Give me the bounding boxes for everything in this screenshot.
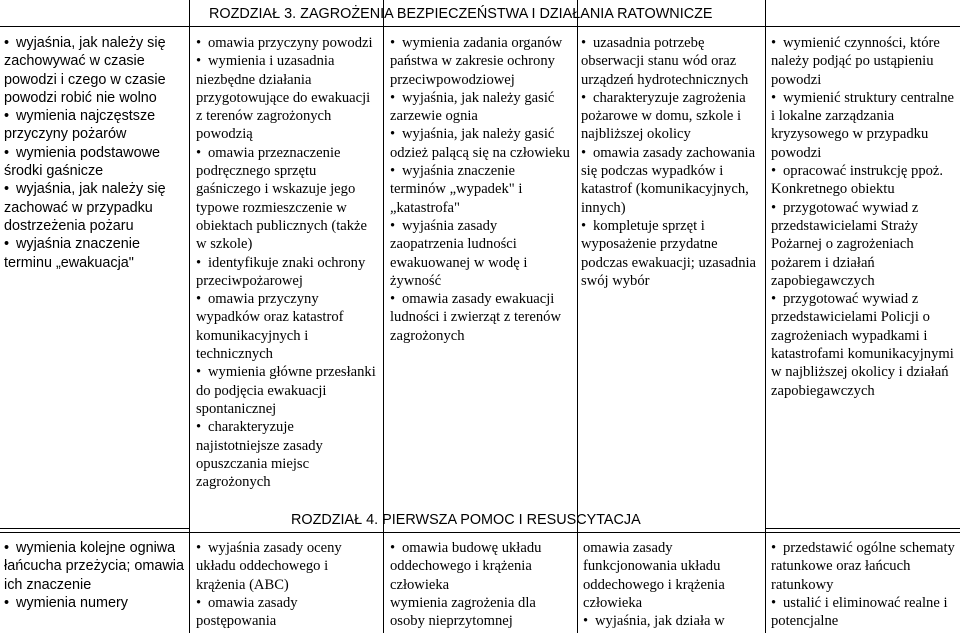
list-item: • omawia przyczyny powodzi — [196, 34, 380, 52]
list-item: omawia zasady funkcjonowania układu oddechowego i krążenia człowieka — [583, 540, 725, 611]
list-item: • omawia przeznaczenie podręcznego sprzętu gaśniczego i wskazuje jego typowe rozmieszczenie w obiektach publicznych (także w szkole) — [196, 144, 380, 254]
cell-expanding-requirements — [390, 34, 574, 345]
list-item: • uzasadnia potrzebę obserwacji stanu wód oraz urządzeń hydrotechnicznych — [581, 34, 763, 89]
list-item: • identyfikuje znaki ochrony przeciwpożarowej — [196, 254, 380, 291]
list-item: • przedstawić ogólne schematy ratunkowe oraz łańcuch ratunkowy — [771, 539, 957, 594]
list-item: wymienia zagrożenia dla osoby nieprzytomnej — [390, 594, 536, 630]
list-item: • opracować instrukcję ppoż. Konkretnego obiektu — [771, 162, 957, 199]
list-item: • omawia zasady postępowania — [196, 594, 380, 631]
cell-beyond-requirements — [771, 539, 957, 630]
column-divider — [383, 0, 384, 633]
list-item: • wyjaśnia znaczenie terminu „ewakuacja" — [4, 235, 184, 272]
list-item: • kompletuje sprzęt i wyposażenie przydatne podczas ewakuacji; uzasadnia swój wybór — [581, 217, 763, 290]
row-divider — [0, 26, 960, 27]
list-item: • wyjaśnia znaczenie terminów „wypadek" i „katastrofa" — [390, 162, 574, 217]
list-item: • omawia zasady zachowania się podczas wypadków i katastrof (komunikacyjnych, innych) — [581, 144, 763, 217]
column-divider — [765, 0, 766, 633]
cell-extended-requirements — [196, 34, 380, 491]
list-item: • wymienić czynności, które należy podjąć po ustąpieniu powodzi — [771, 34, 957, 89]
list-item: • przygotować wywiad z przedstawicielami Straży Pożarnej o zagrożeniach pożarem i działań zapobiegawczych — [771, 199, 957, 290]
list-item: • wymienia numery — [4, 594, 184, 612]
list-item: • wyjaśnia, jak działa w — [583, 612, 763, 630]
list-item: • omawia zasady ewakuacji ludności i zwierząt z terenów zagrożonych — [390, 290, 574, 345]
list-item: • wyjaśnia, jak należy się zachowywać w czasie powodzi i czego w czasie powodzi robić nie wolno — [4, 34, 184, 107]
column-divider — [189, 0, 190, 633]
list-item: • wymienia i uzasadnia niezbędne działania przygotowujące do ewakuacji z terenów zagrożonych powodzią — [196, 52, 380, 143]
list-item: • wyjaśnia, jak należy się zachować w przypadku dostrzeżenia pożaru — [4, 180, 184, 235]
chapter-3-title: ROZDZIAŁ 3. ZAGROŻENIA BEZPIECZEŃSTWA I DZIAŁANIA RATOWNICZE — [209, 6, 713, 22]
list-item: • omawia przyczyny wypadków oraz katastrof komunikacyjnych i technicznych — [196, 290, 380, 363]
row-divider — [0, 532, 960, 533]
list-item: • wyjaśnia zasady oceny układu oddechowego i krążenia (ABC) — [196, 539, 380, 594]
list-item: • charakteryzuje zagrożenia pożarowe w domu, szkole i najbliższej okolicy — [581, 89, 763, 144]
cell-beyond-requirements — [771, 34, 957, 400]
list-item: • wymienia podstawowe środki gaśnicze — [4, 144, 184, 181]
cell-basic-requirements — [4, 539, 184, 612]
column-divider — [577, 0, 578, 633]
cell-basic-requirements — [4, 34, 184, 272]
list-item: • przygotować wywiad z przedstawicielami Policji o zagrożeniach wypadkami i katastrofami komunikacyjnymi w najbliższej okolicy i działań zapobiegawczych — [771, 290, 957, 400]
cell-extended-requirements — [196, 539, 380, 630]
list-item: • wymienia główne przesłanki do podjęcia ewakuacji spontanicznej — [196, 363, 380, 418]
list-item: • wymienić struktury centralne i lokalne zarządzania kryzysowego w przypadku powodzi — [771, 89, 957, 162]
list-item: • wymienia zadania organów państwa w zakresie ochrony przeciwpowodziowej — [390, 34, 574, 89]
cell-complementary-requirements — [583, 539, 763, 630]
list-item: • wyjaśnia, jak należy gasić zarzewie ognia — [390, 89, 574, 126]
list-item: • omawia budowę układu oddechowego i krążenia człowieka — [390, 539, 574, 594]
row-divider — [765, 528, 960, 529]
list-item: • wyjaśnia zasady zaopatrzenia ludności ewakuowanej w wodę i żywność — [390, 217, 574, 290]
list-item: • wyjaśnia, jak należy gasić odzież palącą się na człowieku — [390, 125, 574, 162]
cell-complementary-requirements — [581, 34, 763, 290]
row-divider — [0, 528, 189, 529]
chapter-4-title: ROZDZIAŁ 4. PIERWSZA POMOC I RESUSCYTACJA — [291, 512, 641, 528]
list-item: • ustalić i eliminować realne i potencjalne — [771, 594, 957, 631]
list-item: • wymienia kolejne ogniwa łańcucha przeżycia; omawia ich znaczenie — [4, 539, 184, 594]
list-item: • charakteryzuje najistotniejsze zasady opuszczania miejsc zagrożonych — [196, 418, 380, 491]
cell-expanding-requirements — [390, 539, 574, 630]
list-item: • wymienia najczęstsze przyczyny pożarów — [4, 107, 184, 144]
